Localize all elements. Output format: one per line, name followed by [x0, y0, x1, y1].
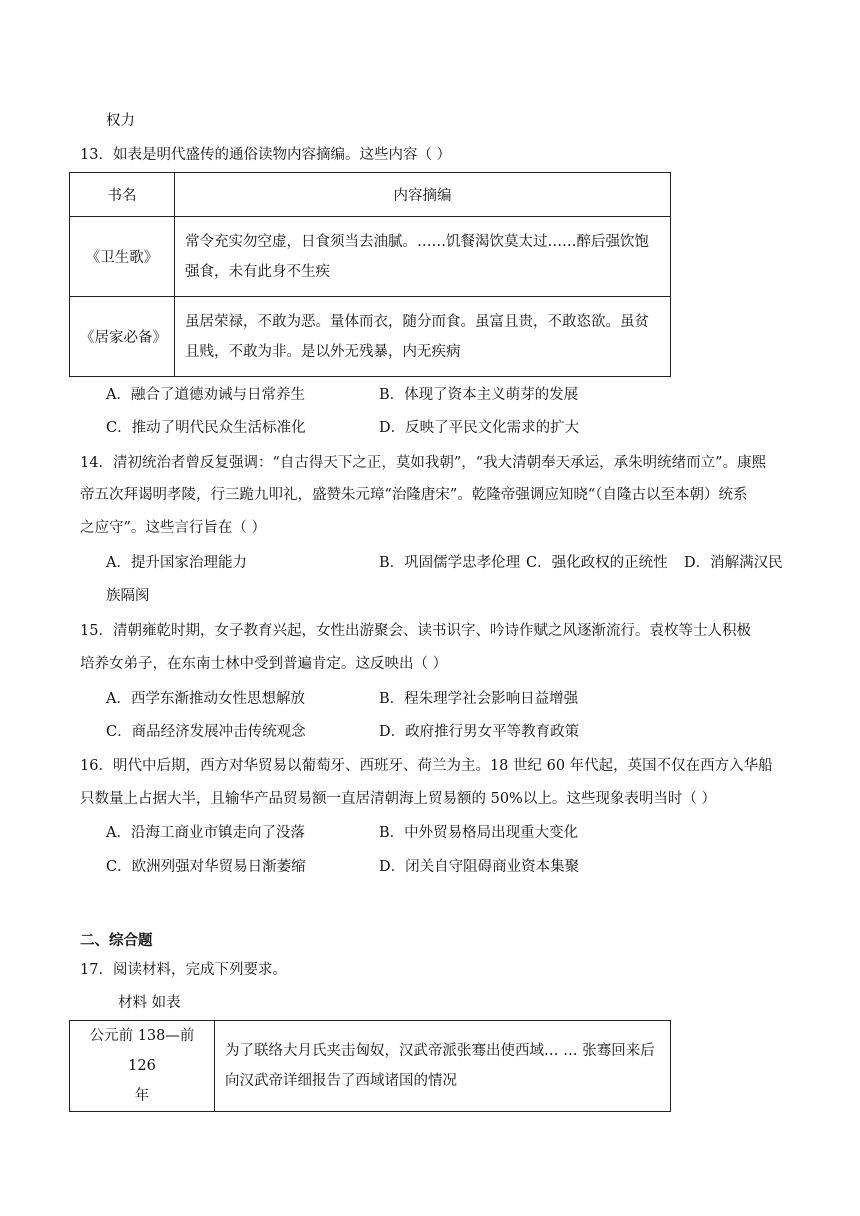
table-header-row	[70, 173, 671, 217]
q13-option-c: C．推动了明代民众生活标准化	[106, 420, 306, 436]
q16-option-b: B．中外贸易格局出现重大变化	[379, 825, 579, 841]
excerpt-cell	[175, 217, 671, 297]
q14-stem-line3: 之应守”。这些言行旨在（ ）	[80, 520, 267, 536]
event-line: 为了联络大月氏夹击匈奴，汉武帝派张骞出使西域… … 张骞回来后	[225, 1043, 655, 1059]
excerpt-line: 且贱，不敢为非。是以外无残暴，内无疾病	[185, 343, 461, 360]
previous-answer-tail: 权力	[106, 113, 135, 129]
excerpt-cell	[175, 297, 671, 377]
q14-option-a: A．提升国家治理能力	[106, 555, 247, 571]
q14-option-d-continued: 族隔阂	[106, 588, 150, 604]
q16-stem-line1: 16．明代中后期，西方对华贸易以葡萄牙、西班牙、荷兰为主。18 世纪 60 年代起，英国不仅在西方入华船	[80, 758, 773, 774]
q16-option-c: C．欧洲列强对华贸易日渐萎缩	[106, 859, 306, 875]
time-line: 年	[134, 1088, 150, 1104]
q16-option-d: D．闭关自守阻碍商业资本集聚	[379, 859, 580, 875]
q14-option-d: D．消解满汉民	[684, 555, 783, 571]
table-row	[70, 297, 671, 377]
table-header-cell: 内容摘编	[175, 173, 671, 217]
material-label: 材料 如表	[118, 995, 181, 1011]
q16-stem-line2: 只数量上占据大半，且输华产品贸易额一直居清朝海上贸易额的 50%以上。这些现象表明当时（ ）	[80, 791, 716, 807]
time-cell	[70, 1021, 215, 1112]
table-header-cell: 书名	[70, 173, 175, 217]
q13-stem: 13．如表是明代盛传的通俗读物内容摘编。这些内容（ ）	[80, 147, 452, 163]
q17-table	[69, 1020, 671, 1112]
q15-option-a: A．西学东渐推动女性思想解放	[106, 691, 305, 707]
q16-option-a: A．沿海工商业市镇走向了没落	[106, 825, 305, 841]
q15-stem-line2: 培养女弟子，在东南士林中受到普遍肯定。这反映出（ ）	[80, 656, 448, 672]
event-cell	[215, 1021, 671, 1112]
q17-stem: 17．阅读材料，完成下列要求。	[80, 962, 287, 978]
q13-option-b: B．体现了资本主义萌芽的发展	[379, 387, 579, 403]
q15-option-b: B．程朱理学社会影响日益增强	[379, 691, 579, 707]
time-line: 公元前 138—前 126	[89, 1028, 195, 1074]
excerpt-line: 虽居荣禄，不敢为恶。量体而衣，随分而食。虽富且贵，不敢恣欲。虽贫	[185, 313, 649, 330]
q14-option-b: B．巩固儒学忠孝伦理	[379, 555, 521, 571]
book-name-cell: 《居家必备》	[70, 297, 175, 377]
q15-option-c: C．商品经济发展冲击传统观念	[106, 724, 306, 740]
q13-option-a: A．融合了道德劝诫与日常养生	[106, 387, 305, 403]
q15-stem-line1: 15．清朝雍乾时期，女子教育兴起，女性出游聚会、读书识字、吟诗作赋之风逐渐流行。袁枚等士人积极	[80, 623, 751, 639]
q13-option-d: D．反映了平民文化需求的扩大	[379, 420, 580, 436]
excerpt-line: 强食，未有此身不生疾	[185, 263, 330, 280]
q14-option-c: C．强化政权的正统性	[526, 555, 668, 571]
q13-table	[69, 172, 671, 377]
section-title: 二、综合题	[80, 932, 153, 949]
q14-stem-line1: 14．清初统治者曾反复强调：“自古得天下之正，莫如我朝”，“我大清朝奉天承运，承朱明统绪而立”。康熙	[80, 455, 767, 471]
table-row	[70, 217, 671, 297]
q15-option-d: D．政府推行男女平等教育政策	[379, 724, 580, 740]
book-name-cell: 《卫生歌》	[70, 217, 175, 297]
table-row	[70, 1021, 671, 1112]
excerpt-line: 常令充实勿空虚，日食须当去油腻。……饥餐渴饮莫太过……醉后强饮饱	[185, 233, 649, 250]
event-line: 向汉武帝详细报告了西域诸国的情况	[225, 1073, 457, 1089]
q14-stem-line2: 帝五次拜谒明孝陵，行三跪九叩礼，盛赞朱元璋“治隆唐宋”。乾隆帝强调应知晓“（自隆古以至本朝）统系	[80, 487, 748, 503]
